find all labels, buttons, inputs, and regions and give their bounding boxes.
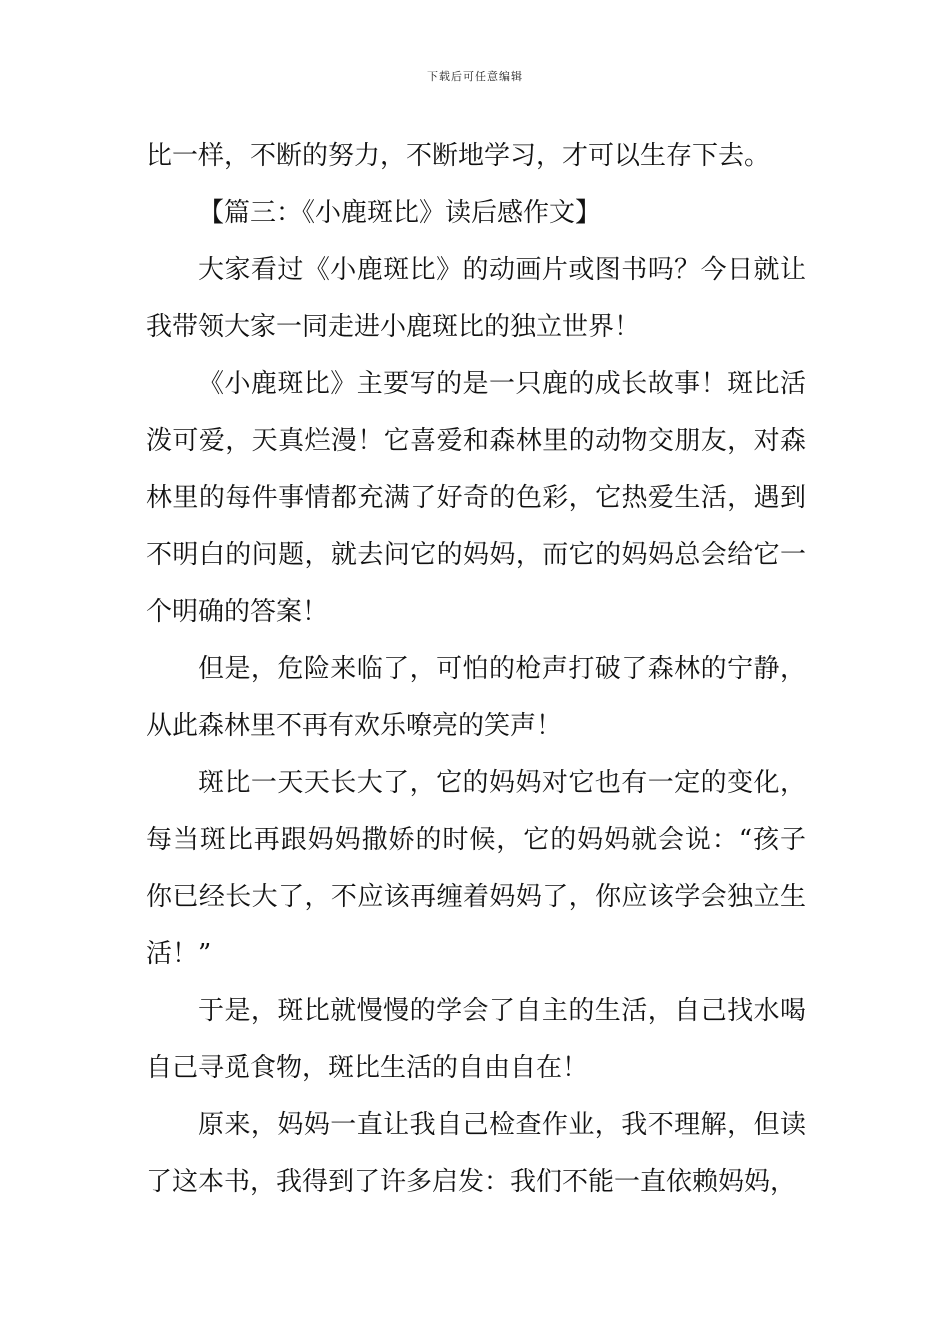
paragraph: 但是，危险来临了，可怕的枪声打破了森林的宁静，从此森林里不再有欢乐嘹亮的笑声！ [146,654,806,741]
page-header: 下载后可任意编辑 [427,70,523,83]
paragraph: 《小鹿斑比》主要写的是一只鹿的成长故事！斑比活泼可爱，天真烂漫！它喜爱和森林里的动物交朋友，对森林里的每件事情都充满了好奇的色彩，它热爱生活，遇到不明白的问题，就去问它的妈妈，而它的妈妈总会给它一个明确的答案！ [146,369,806,627]
paragraph: 于是，斑比就慢慢的学会了自主的生活，自己找水喝自己寻觅食物，斑比生活的自由自在！ [146,996,806,1083]
document-body [146,128,806,1211]
section-heading: 【篇三：《小鹿斑比》读后感作文】 [198,198,602,228]
paragraph: 大家看过《小鹿斑比》的动画片或图书吗？今日就让我带领大家一同走进小鹿斑比的独立世界！ [146,255,806,342]
paragraph-continuation: 比一样，不断的努力，不断地学习，才可以生存下去。 [146,141,771,171]
paragraph: 原来，妈妈一直让我自己检查作业，我不理解，但读了这本书，我得到了许多启发：我们不能一直依赖妈妈， [146,1110,806,1197]
paragraph: 斑比一天天长大了，它的妈妈对它也有一定的变化，每当斑比再跟妈妈撒娇的时候，它的妈妈就会说：“孩子你已经长大了，不应该再缠着妈妈了，你应该学会独立生活！” [146,768,806,969]
